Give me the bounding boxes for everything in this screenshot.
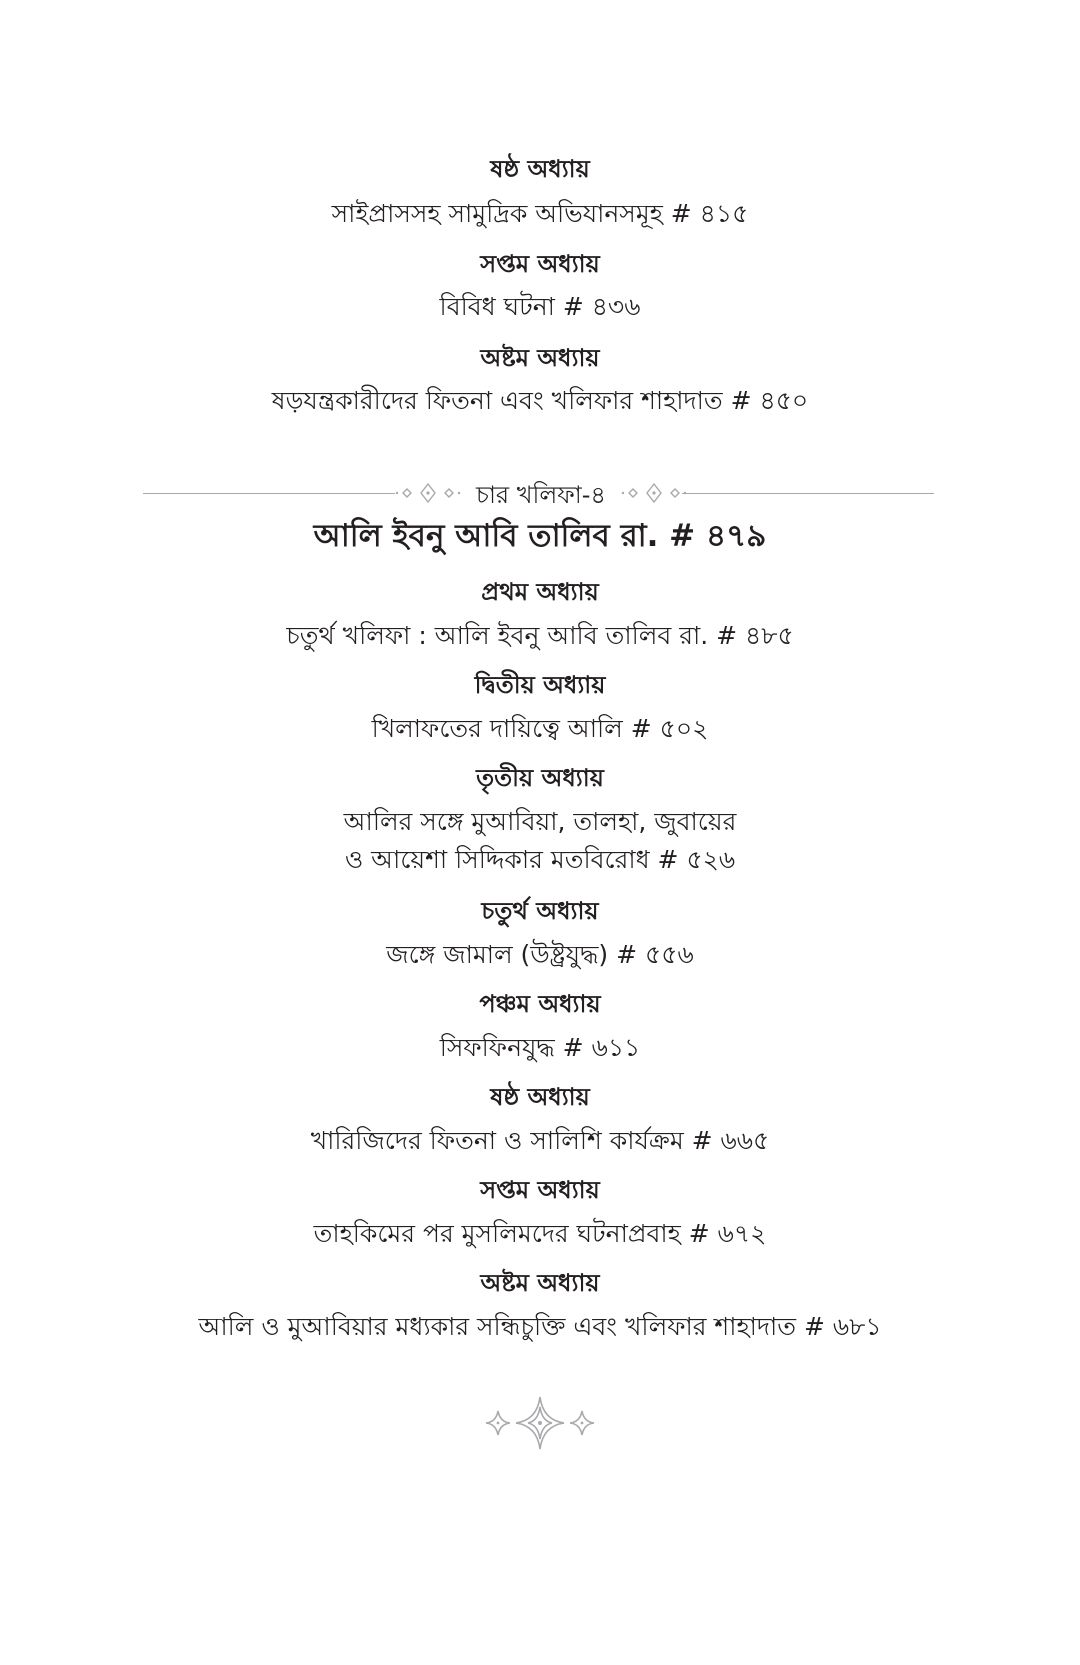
chapter-entry: আলি ও মুআবিয়ার মধ্যকার সন্ধিচুক্তি এবং খলিফার শাহাদাত # ৬৮১ bbox=[198, 1312, 882, 1341]
chapter-heading: সপ্তম অধ্যায় bbox=[480, 250, 600, 278]
chapter-heading: চতুর্থ অধ্যায় bbox=[481, 897, 599, 925]
chapter-entry: ও আয়েশা সিদ্দিকার মতবিরোধ # ৫২৬ bbox=[344, 845, 736, 874]
chapter-entry: খারিজিদের ফিতনা ও সালিশি কার্যক্রম # ৬৬৫ bbox=[310, 1126, 770, 1155]
section-label: চার খলিফা-৪ bbox=[476, 481, 606, 509]
book-title: আলি ইবনু আবি তালিব রা. # ৪৭৯ bbox=[313, 518, 767, 554]
chapter-heading: পঞ্চম অধ্যায় bbox=[479, 990, 601, 1018]
chapter-entry: তাহকিমের পর মুসলিমদের ঘটনাপ্রবাহ # ৬৭২ bbox=[313, 1219, 767, 1248]
four-point-star-ornament-icon bbox=[480, 1393, 600, 1453]
chapter-entry: খিলাফতের দায়িত্বে আলি # ৫০২ bbox=[371, 714, 709, 743]
chapter-heading: ষষ্ঠ অধ্যায় bbox=[490, 155, 590, 183]
chapter-entry: আলির সঙ্গে মুআবিয়া, তালহা, জুবায়ের bbox=[343, 807, 737, 836]
diamond-sparkle-icon bbox=[619, 480, 689, 506]
chapter-heading: দ্বিতীয় অধ্যায় bbox=[474, 671, 606, 699]
chapter-entry: বিবিধ ঘটনা # ৪৩৬ bbox=[439, 292, 641, 321]
chapter-heading: সপ্তম অধ্যায় bbox=[480, 1176, 600, 1204]
chapter-entry: ষড়যন্ত্রকারীদের ফিতনা এবং খলিফার শাহাদাত # ৪৫০ bbox=[271, 386, 809, 415]
chapter-entry: সাইপ্রাসসহ সামুদ্রিক অভিযানসমূহ # ৪১৫ bbox=[331, 199, 749, 228]
chapter-entry: সিফফিনযুদ্ধ # ৬১১ bbox=[439, 1033, 641, 1062]
chapter-heading: অষ্টম অধ্যায় bbox=[480, 1269, 600, 1297]
chapter-entry: চতুর্থ খলিফা : আলি ইবনু আবি তালিব রা. # ৪৮৫ bbox=[286, 621, 794, 650]
chapter-heading: প্রথম অধ্যায় bbox=[481, 578, 599, 606]
diamond-sparkle-icon bbox=[393, 480, 463, 506]
chapter-heading: তৃতীয় অধ্যায় bbox=[476, 764, 604, 792]
chapter-heading: ষষ্ঠ অধ্যায় bbox=[490, 1083, 590, 1111]
divider-rule-right bbox=[682, 493, 934, 494]
chapter-entry: জঙ্গে জামাল (উষ্ট্রযুদ্ধ) # ৫৫৬ bbox=[386, 940, 694, 969]
chapter-heading: অষ্টম অধ্যায় bbox=[480, 344, 600, 372]
section-divider bbox=[143, 474, 934, 514]
divider-rule-left bbox=[143, 493, 395, 494]
